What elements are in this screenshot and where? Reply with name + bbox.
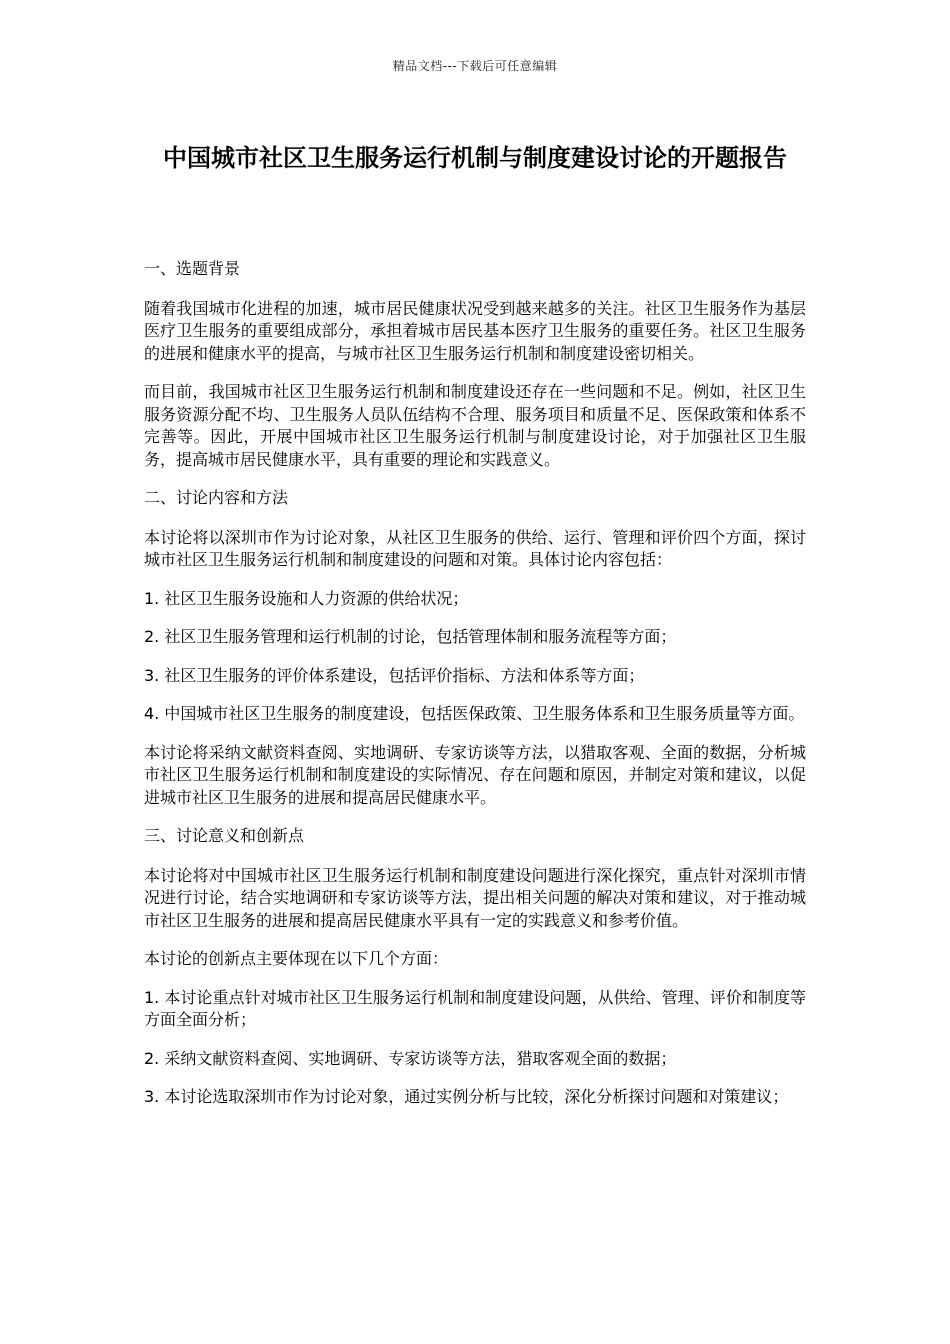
paragraph: 本讨论将对中国城市社区卫生服务运行机制和制度建设问题进行深化探究，重点针对深圳市情况进行讨论，结合实地调研和专家访谈等方法，提出相关问题的解决对策和建议，对于推动城市社区卫生服务的进展和提高居民健康水平具有一定的实践意义和参考价值。 (144, 865, 806, 930)
section-heading-content-methods: 二、讨论内容和方法 (144, 488, 289, 507)
list-item: 3. 社区卫生服务的评价体系建设，包括评价指标、方法和体系等方面； (144, 665, 645, 685)
list-item: 2. 采纳文献资料查阅、实地调研、专家访谈等方法，猎取客观全面的数据； (144, 1048, 677, 1068)
paragraph: 本讨论将采纳文献资料查阅、实地调研、专家访谈等方法，以猎取客观、全面的数据，分析城市社区卫生服务运行机制和制度建设的实际情况、存在问题和原因，并制定对策和建议，以促进城市社区卫生服务的进展和提高居民健康水平。 (144, 742, 806, 807)
document-title: 中国城市社区卫生服务运行机制与制度建设讨论的开题报告 (163, 144, 787, 172)
paragraph: 随着我国城市化进程的加速，城市居民健康状况受到越来越多的关注。社区卫生服务作为基层医疗卫生服务的重要组成部分，承担着城市居民基本医疗卫生服务的重要任务。社区卫生服务的进展和健康水平的提高，与城市社区卫生服务运行机制和制度建设密切相关。 (144, 298, 806, 363)
paragraph: 而目前，我国城市社区卫生服务运行机制和制度建设还存在一些问题和不足。例如，社区卫生服务资源分配不均、卫生服务人员队伍结构不合理、服务项目和质量不足、医保政策和体系不完善等。因此，开展中国城市社区卫生服务运行机制与制度建设讨论，对于加强社区卫生服务，提高城市居民健康水平，具有重要的理论和实践意义。 (144, 382, 806, 469)
header-note: 精品文档---下载后可任意编辑 (392, 59, 558, 73)
section-heading-significance: 三、讨论意义和创新点 (144, 826, 305, 845)
paragraph: 本讨论的创新点主要体现在以下几个方面： (144, 949, 449, 968)
list-item: 1. 本讨论重点针对城市社区卫生服务运行机制和制度建设问题，从供给、管理、评价和制度等方面全面分析； (144, 987, 806, 1029)
document-body (144, 258, 806, 1125)
list-item: 2. 社区卫生服务管理和运行机制的讨论，包括管理体制和服务流程等方面； (144, 627, 677, 646)
list-item: 4. 中国城市社区卫生服务的制度建设，包括医保政策、卫生服务体系和卫生服务质量等方面。 (144, 704, 805, 723)
section-heading-background: 一、选题背景 (144, 259, 241, 278)
list-item: 1. 社区卫生服务设施和人力资源的供给状况； (144, 588, 469, 608)
paragraph: 本讨论将以深圳市作为讨论对象，从社区卫生服务的供给、运行、管理和评价四个方面，探讨城市社区卫生服务运行机制和制度建设的问题和对策。具体讨论内容包括： (144, 527, 806, 569)
list-item: 3. 本讨论选取深圳市作为讨论对象，通过实例分析与比较，深化分析探讨问题和对策建议； (144, 1087, 789, 1106)
